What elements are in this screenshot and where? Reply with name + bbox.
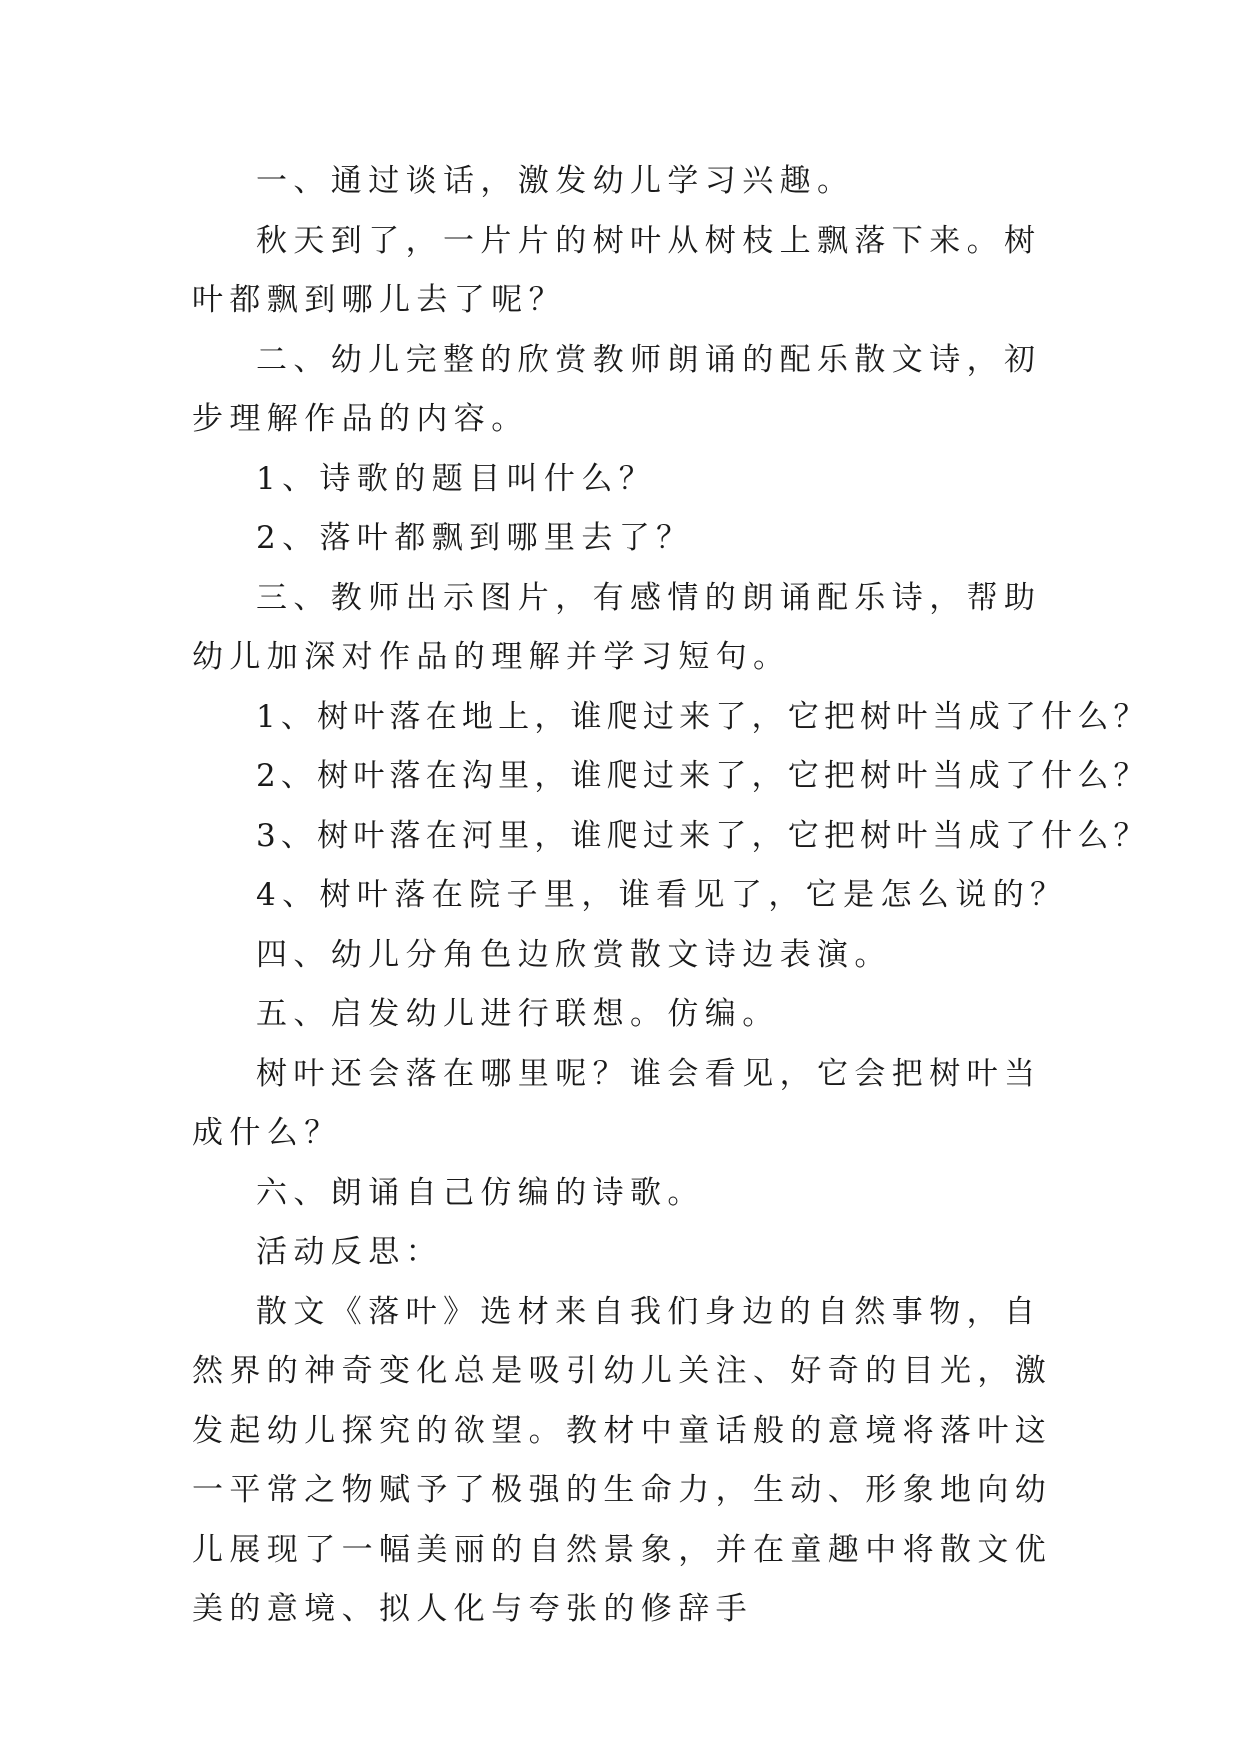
section-heading-1: 一、通过谈话，激发幼儿学习兴趣。 xyxy=(256,163,855,199)
question-item-1: 1、诗歌的题目叫什么？ xyxy=(256,460,657,497)
paragraph-imagination: 树叶还会落在哪里呢？谁会看见，它会把树叶当成什么？ xyxy=(192,1055,1042,1151)
section-heading-4: 四、幼儿分角色边欣赏散文诗边表演。 xyxy=(256,936,892,973)
section-heading-2: 二、幼儿完整的欣赏教师朗诵的配乐散文诗，初步理解作品的内容。 xyxy=(192,341,1042,437)
document-page xyxy=(192,152,1150,1640)
reflection-paragraph: 散文《落叶》选材来自我们身边的自然事物，自然界的神奇变化总是吸引幼儿关注、好奇的目光，激发起幼儿探究的欲望。教材中童话般的意境将落叶这一平常之物赋予了极强的生命力，生动、形象地向幼儿展现了一幅美丽的自然景象，并在童趣中将散文优美的意境、拟人化与夸张的修辞手 xyxy=(192,1293,1053,1627)
reflection-heading: 活动反思： xyxy=(256,1234,443,1270)
section-heading-6: 六、朗诵自己仿编的诗歌。 xyxy=(256,1174,705,1211)
section-heading-3: 三、教师出示图片，有感情的朗诵配乐诗，帮助幼儿加深对作品的理解并学习短句。 xyxy=(192,579,1042,675)
question-item-2: 2、落叶都飘到哪里去了？ xyxy=(256,520,694,556)
section-heading-5: 五、启发幼儿进行联想。仿编。 xyxy=(256,996,780,1032)
paragraph-autumn-intro: 秋天到了，一片片的树叶从树枝上飘落下来。树叶都飘到哪儿去了呢？ xyxy=(192,222,1042,318)
question-item-3: 1、树叶落在地上，谁爬过来了，它把树叶当成了什么？ xyxy=(256,698,1150,735)
question-item-6: 4、树叶落在院子里，谁看见了，它是怎么说的？ xyxy=(256,877,1068,913)
question-item-5: 3、树叶落在河里，谁爬过来了，它把树叶当成了什么？ xyxy=(256,817,1150,854)
question-item-4: 2、树叶落在沟里，谁爬过来了，它把树叶当成了什么？ xyxy=(256,758,1150,794)
